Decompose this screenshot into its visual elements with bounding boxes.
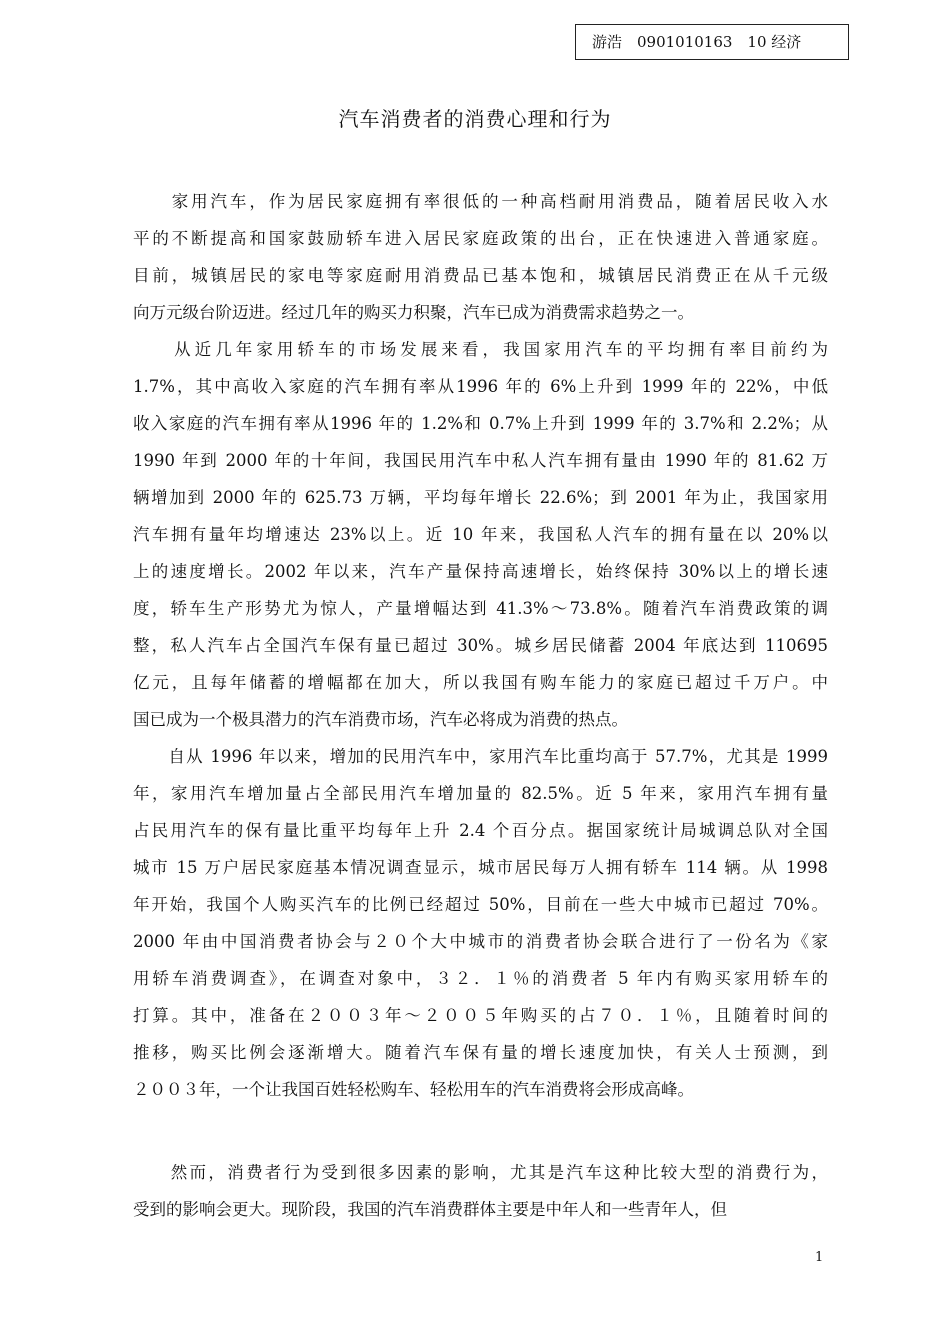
paragraph-line: 年开始，我国个人购买汽车的比例已经超过 50%，目前在一些大中城市已超过 70%。: [133, 895, 828, 914]
paragraph-line: 1.7%，其中高收入家庭的汽车拥有率从1996 年的 6%上升到 1999 年的 22%，中低: [133, 377, 828, 396]
paragraph-line: 然而，消费者行为受到很多因素的影响，尤其是汽车这种比较大型的消费行为，: [133, 1163, 828, 1182]
paragraph-4: [133, 1154, 828, 1228]
paragraph-2: [133, 331, 828, 738]
paragraph-line: 辆增加到 2000 年的 625.73 万辆，平均每年增长 22.6%；到 2001 年为止，我国家用: [133, 488, 828, 507]
paragraph-3: [133, 738, 828, 1108]
paragraph-line: ２００３年，一个让我国百姓轻松购车、轻松用车的汽车消费将会形成高峰。: [133, 1080, 694, 1099]
paragraph-line: 1990 年到 2000 年的十年间，我国民用汽车中私人汽车拥有量由 1990 年的 81.62 万: [133, 451, 828, 470]
paragraph-line: 亿元，且每年储蓄的增幅都在加大，所以我国有购车能力的家庭已超过千万户。中: [133, 673, 828, 692]
author-info-text: 游浩 0901010163 10 经济: [592, 33, 802, 51]
paragraph-line: 用轿车消费调查》，在调查对象中，３２．１％的消费者 5 年内有购买家用轿车的: [133, 969, 828, 988]
paragraph-line: 打算。其中，准备在２００３年～２００５年购买的占７０．１％，且随着时间的: [133, 1006, 828, 1025]
paragraph-line: 整，私人汽车占全国汽车保有量已超过 30%。城乡居民储蓄 2004 年底达到 110695: [133, 636, 828, 655]
paragraph-line: 收入家庭的汽车拥有率从1996 年的 1.2%和 0.7%上升到 1999 年的 3.7%和 2.2%；从: [133, 414, 828, 433]
paragraph-1: [133, 183, 828, 331]
paragraph-line: 占民用汽车的保有量比重平均每年上升 2.4 个百分点。据国家统计局城调总队对全国: [133, 821, 828, 840]
page-number: 1: [815, 1250, 824, 1265]
paragraph-line: 向万元级台阶迈进。经过几年的购买力积聚，汽车已成为消费需求趋势之一。: [133, 303, 694, 322]
paragraph-line: 2000 年由中国消费者协会与２０个大中城市的消费者协会联合进行了一份名为《家: [133, 932, 828, 951]
paragraph-line: 家用汽车，作为居民家庭拥有率很低的一种高档耐用消费品，随着居民收入水: [133, 192, 828, 211]
paragraph-line: 度，轿车生产形势尤为惊人，产量增幅达到 41.3%～73.8%。随着汽车消费政策的调: [133, 599, 828, 618]
paragraph-line: 推移，购买比例会逐渐增大。随着汽车保有量的增长速度加快，有关人士预测，到: [133, 1043, 828, 1062]
paragraph-line: 平的不断提高和国家鼓励轿车进入居民家庭政策的出台，正在快速进入普通家庭。: [133, 229, 828, 248]
paragraph-line: 从近几年家用轿车的市场发展来看，我国家用汽车的平均拥有率目前约为: [133, 340, 828, 359]
paragraph-line: 城市 15 万户居民家庭基本情况调查显示，城市居民每万人拥有轿车 114 辆。从 1998: [133, 858, 828, 877]
paragraph-line: 受到的影响会更大。现阶段，我国的汽车消费群体主要是中年人和一些青年人，但: [133, 1200, 727, 1219]
document-title: 汽车消费者的消费心理和行为: [338, 107, 612, 131]
paragraph-line: 汽车拥有量年均增速达 23%以上。近 10 年来，我国私人汽车的拥有量在以 20%以: [133, 525, 828, 544]
author-info-box: [575, 24, 849, 60]
paragraph-line: 目前，城镇居民的家电等家庭耐用消费品已基本饱和，城镇居民消费正在从千元级: [133, 266, 828, 285]
paragraph-line: 国已成为一个极具潜力的汽车消费市场，汽车必将成为消费的热点。: [133, 710, 628, 729]
paragraph-line: 年，家用汽车增加量占全部民用汽车增加量的 82.5%。近 5 年来，家用汽车拥有量: [133, 784, 828, 803]
paragraph-line: 上的速度增长。2002 年以来，汽车产量保持高速增长，始终保持 30%以上的增长速: [133, 562, 828, 581]
paragraph-line: 自从 1996 年以来，增加的民用汽车中，家用汽车比重均高于 57.7%，尤其是 1999: [133, 747, 828, 766]
